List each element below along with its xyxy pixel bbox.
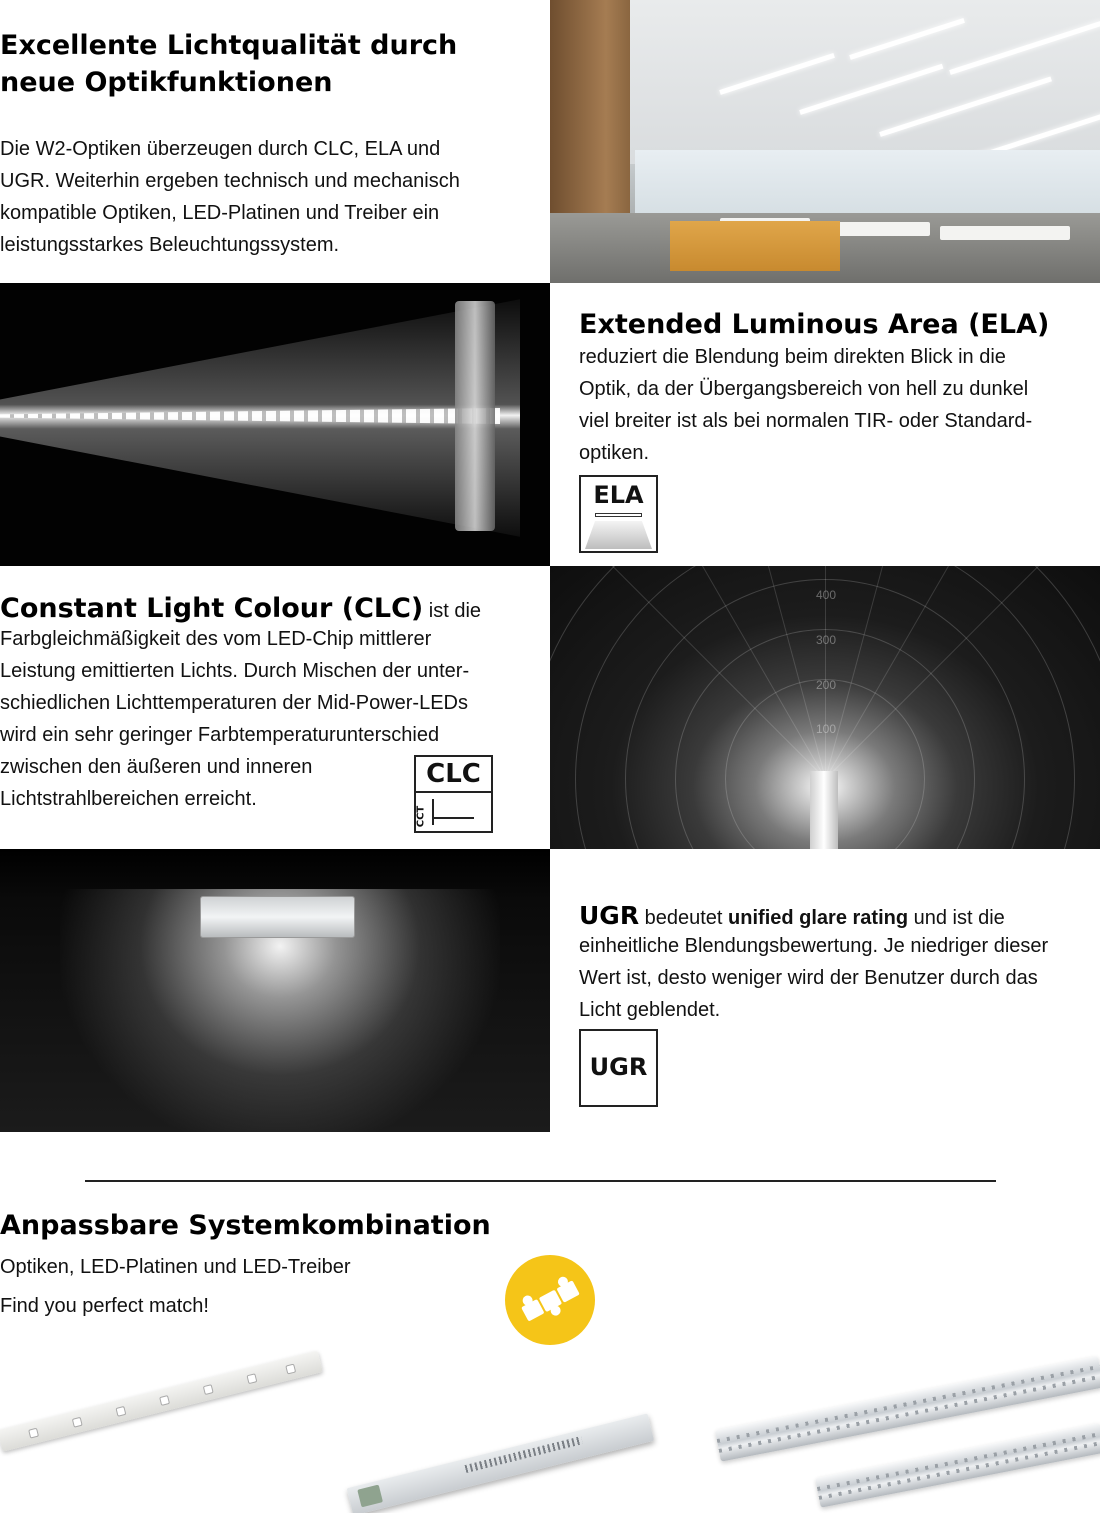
led-chip: [203, 1384, 214, 1395]
led-chip: [28, 1428, 39, 1439]
intro-text-line: leistungsstarkes Beleuchtungssystem.: [0, 234, 340, 256]
system-line1: Optiken, LED-Platinen und LED-Treiber: [0, 1256, 351, 1278]
puzzle-icon: [505, 1255, 595, 1345]
clc-icon-rule: [416, 791, 491, 793]
system-line2: Find you perfect match!: [0, 1295, 209, 1317]
optic-photo: [815, 1423, 1100, 1508]
ugr-text-bold: unified glare rating: [728, 907, 909, 929]
strip-endcap: [455, 301, 495, 531]
clc-title-row: [0, 590, 550, 627]
polar-diagram-photo: [550, 566, 1100, 849]
clc-text-line: zwischen den äußeren und inneren: [0, 756, 313, 778]
puzzle-icon-svg: [505, 1255, 595, 1345]
ugr-text-line: Licht geblendet.: [579, 999, 721, 1021]
polar-label: 200: [816, 678, 837, 692]
ugr-text: [579, 930, 1100, 1026]
led-chip: [72, 1417, 83, 1428]
optic-ribs: [819, 1441, 1100, 1500]
polar-label: 100: [816, 722, 837, 736]
ugr-text-part1: bedeutet: [639, 907, 729, 929]
clc-icon-axis-label: CCT: [415, 805, 427, 828]
system-title: Anpassbare Systemkombination: [0, 1210, 491, 1241]
clc-icon-label: CLC: [426, 759, 481, 789]
ugr-text-line: Wert ist, desto weniger wird der Benutzer durch das: [579, 967, 1038, 989]
ela-text: [579, 341, 1100, 469]
intro-text-line: kompatible Optiken, LED-Platinen und Treiber ein: [0, 202, 440, 224]
led-chip: [115, 1406, 126, 1417]
luminaire-housing: [200, 896, 355, 938]
clc-icon: [414, 755, 493, 833]
ela-text-line: Optik, da der Übergangsbereich von hell zu dunkel: [579, 378, 1029, 400]
ela-text-line: viel breiter ist als bei normalen TIR- oder Standard-: [579, 410, 1033, 432]
driver-terminal: [357, 1485, 383, 1508]
led-chip: [159, 1395, 170, 1406]
clc-icon-axis: [432, 799, 434, 825]
ela-icon-label: ELA: [593, 481, 644, 509]
clc-text-line: Farbgleichmäßigkeit des vom LED-Chip mittlerer: [0, 628, 432, 650]
ela-text-line: optiken.: [579, 442, 650, 464]
ela-icon-gradient: [585, 521, 652, 549]
clc-text-line: Lichtstrahlbereichen erreicht.: [0, 788, 257, 810]
led-strip-photo: [0, 283, 550, 566]
optic-ribs: [817, 1432, 1100, 1491]
led-chip: [246, 1373, 257, 1384]
clc-title: Constant Light Colour (CLC): [0, 593, 424, 624]
ela-text-line: reduziert die Blendung beim direkten Blick in die: [579, 346, 1006, 368]
intro-title-line2: neue Optikfunktionen: [0, 67, 333, 98]
clc-text-line: schiedlichen Lichttemperaturen der Mid-Power-LEDs: [0, 692, 468, 714]
office-ceiling: [550, 0, 1100, 164]
office-desk: [940, 226, 1070, 240]
ela-icon-bar: [595, 513, 642, 517]
led-driver-photo: [347, 1413, 655, 1513]
ela-title: Extended Luminous Area (ELA): [579, 309, 1050, 340]
led-board-photo: [0, 1350, 323, 1451]
clc-text-line: wird ein sehr geringer Farbtemperaturunterschied: [0, 724, 440, 746]
office-photo: [550, 0, 1100, 283]
ugr-text-part2: und ist die: [908, 907, 1005, 929]
clc-title-suffix: ist die: [423, 600, 482, 622]
led-chip: [285, 1364, 296, 1375]
polar-label: 300: [816, 633, 837, 647]
ugr-icon: [579, 1029, 658, 1107]
polar-label: 400: [816, 588, 837, 602]
ugr-icon-label: UGR: [589, 1053, 648, 1081]
driver-label: [465, 1436, 583, 1473]
ugr-title-row: [579, 897, 1100, 934]
intro-title-line1: Excellente Lichtqualität durch: [0, 30, 458, 61]
intro-text-line: Die W2-Optiken überzeugen durch CLC, ELA und: [0, 138, 441, 160]
intro-text-line: UGR. Weiterhin ergeben technisch und mechanisch: [0, 170, 460, 192]
optic-ribs: [717, 1365, 1100, 1443]
ela-icon: [579, 475, 658, 553]
section-divider: [85, 1180, 996, 1182]
ugr-title: UGR: [579, 901, 640, 930]
ugr-text-line: einheitliche Blendungsbewertung. Je niedriger dieser: [579, 935, 1049, 957]
clc-text-line: Leistung emittierten Lichts. Durch Mischen der unter-: [0, 660, 470, 682]
office-counter: [670, 221, 840, 271]
polar-luminaire: [810, 771, 838, 849]
clc-icon-line: [434, 817, 474, 819]
intro-title: [0, 27, 540, 101]
intro-text: [0, 133, 540, 261]
luminaire-photo: [0, 849, 550, 1132]
